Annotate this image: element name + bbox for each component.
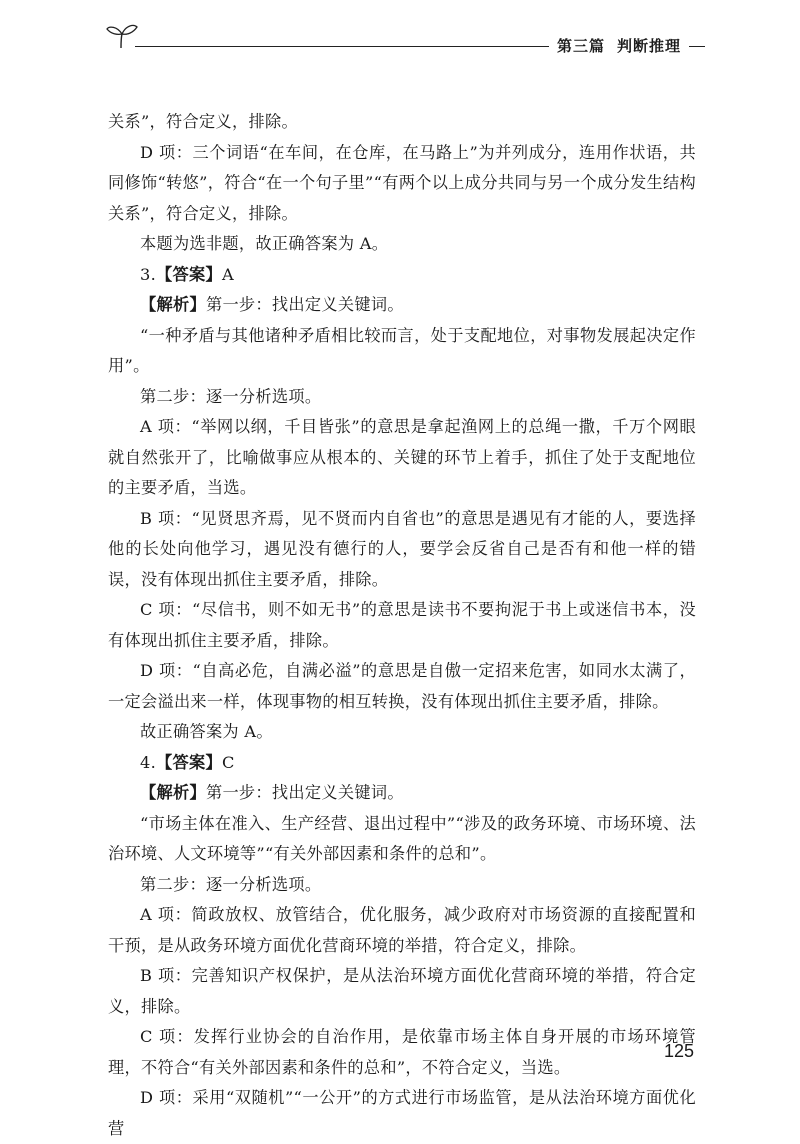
paragraph (108, 748, 696, 779)
paragraph (108, 1083, 696, 1144)
paragraph-text: C 项：发挥行业协会的自治作用，是依靠市场主体自身开展的市场环境管理，不符合“有关外部因素和条件的总和”，不符合定义，当选。 (108, 1027, 696, 1077)
question-number: 3. (140, 264, 157, 284)
sprout-icon (105, 20, 139, 50)
paragraph-text: C 项：“尽信书，则不如无书”的意思是读书不要拘泥于书上或迷信书本，没有体现出抓住主要矛盾，排除。 (108, 600, 696, 650)
paragraph-text: B 项：“见贤思齐焉，见不贤而内自省也”的意思是遇见有才能的人，要选择他的长处向他学习，遇见没有德行的人，要学会反省自己是否有和他一样的错误，没有体现出抓住主要矛盾，排除。 (108, 508, 696, 589)
paragraph-text: D 项：采用“双随机”“一公开”的方式进行市场监管，是从法治环境方面优化营 (108, 1088, 696, 1138)
paragraph (108, 382, 696, 413)
paragraph-text: A 项：简政放权、放管结合，优化服务，减少政府对市场资源的直接配置和干预，是从政务环境方面优化营商环境的举措，符合定义，排除。 (108, 905, 696, 955)
section-tag: 【解析】 (140, 295, 206, 314)
header-section: 判断推理 (616, 37, 681, 55)
section-tag: 【答案】 (156, 752, 222, 772)
paragraph-text: 第一步：找出定义关键词。 (205, 783, 404, 802)
paragraph-text: D 项：三个词语“在车间，在仓库，在马路上”为并列成分，连用作状语，共同修饰“转悠”，符合“在一个句子里”“有两个以上成分共同与另一个成分发生结构关系”，符合定义，排除。 (108, 142, 696, 223)
paragraph (108, 504, 696, 596)
paragraph-text: 关系”，符合定义，排除。 (108, 112, 298, 131)
paragraph (108, 290, 696, 321)
paragraph-text: D 项：“自高必危，自满必溢”的意思是自傲一定招来危害，如同水太满了，一定会溢出来一样，体现事物的相互转换，没有体现出抓住主要矛盾，排除。 (108, 661, 696, 711)
paragraph (108, 412, 696, 504)
paragraph-text: A 项：“举网以纲，千目皆张”的意思是拿起渔网上的总绳一撒，千万个网眼就自然张开了，比喻做事应从根本的、关键的环节上着手，抓住了处于支配地位的主要矛盾，当选。 (108, 417, 696, 497)
header-part: 第三篇 (556, 37, 605, 55)
paragraph (108, 107, 696, 138)
paragraph (108, 656, 696, 717)
paragraph (108, 138, 696, 230)
paragraph-text: B 项：完善知识产权保护，是从法治环境方面优化营商环境的举措，符合定义，排除。 (108, 966, 696, 1016)
paragraph (108, 809, 696, 870)
paragraph (108, 229, 696, 260)
paragraph (108, 260, 696, 291)
header-title (549, 34, 689, 58)
paragraph-text: “市场主体在准入、生产经营、退出过程中”“涉及的政务环境、市场环境、法治环境、人文环境等”“有关外部因素和条件的总和”。 (108, 813, 696, 863)
paragraph-text: C (222, 752, 235, 772)
paragraph-text: 第一步：找出定义关键词。 (205, 295, 404, 314)
paragraph-text: 故正确答案为 A。 (140, 722, 273, 741)
section-tag: 【解析】 (140, 783, 206, 802)
paragraph (108, 1022, 696, 1083)
paragraph-text: A (222, 264, 234, 284)
paragraph-text: “一种矛盾与其他诸种矛盾相比较而言，处于支配地位，对事物发展起决定作用”。 (108, 325, 696, 375)
paragraph (108, 321, 696, 382)
paragraph-text: 本题为选非题，故正确答案为 A。 (140, 234, 389, 253)
question-number: 4. (140, 752, 157, 772)
paragraph-text: 第二步：逐一分析选项。 (140, 386, 322, 406)
paragraph-text: 第二步：逐一分析选项。 (140, 874, 322, 894)
paragraph (108, 961, 696, 1022)
running-header (105, 18, 705, 58)
paragraph (108, 778, 696, 809)
page-number: 125 (663, 1041, 694, 1061)
paragraph (108, 595, 696, 656)
paragraph (108, 900, 696, 961)
page-body (108, 107, 696, 1144)
paragraph (108, 717, 696, 748)
paragraph (108, 870, 696, 901)
section-tag: 【答案】 (156, 264, 222, 284)
